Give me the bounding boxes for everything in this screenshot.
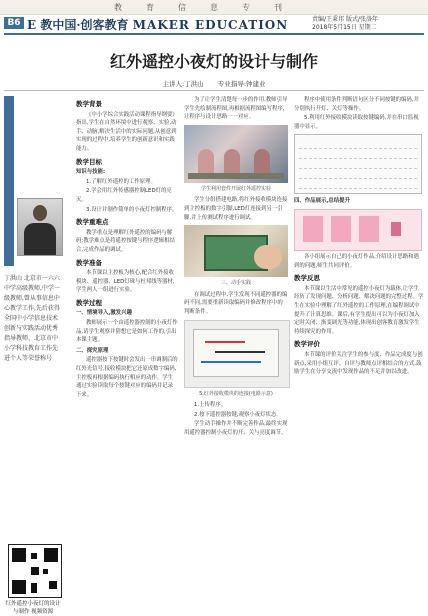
focus-text: 教学重点是理解红外遥控的编码与解码;教学难点是将遥控按键与程序逻辑相结合,完成作品的调试。 bbox=[76, 229, 175, 253]
masthead-name: 教中国·创客教育 bbox=[40, 18, 129, 32]
table-row bbox=[299, 179, 417, 189]
photo-body bbox=[24, 223, 56, 255]
reflection-text: 本节课以生活中常见的遥控小夜灯为载体,让学生经历了发现问题、分析问题、解决问题的完整过程。学生在实验中理解了红外遥控的工作原理,在编程调试中提升了计算思维。课后,有学生提出可以为小夜灯加入定时关闭、渐变调光等功能,体现出创客教育激发学生持续探究的作用。 bbox=[294, 285, 424, 335]
heading-evaluation: 教学评价 bbox=[294, 340, 320, 349]
hand bbox=[254, 245, 282, 269]
student-figure bbox=[198, 149, 214, 175]
program-screenshot bbox=[294, 209, 422, 251]
evaluation-text: 本节课的评价关注学生的参与度、作品完成度与创新点,采用小组互评、自评与教师点评相结合的方式,鼓励学生在分享交流中发现作品的不足并加以改进。 bbox=[294, 351, 423, 376]
qr-code[interactable] bbox=[8, 544, 62, 598]
issue-date: 2018年5月15日 bbox=[312, 24, 357, 31]
photo-head bbox=[33, 205, 47, 221]
student-figure bbox=[254, 149, 270, 175]
masthead-en: MAKER EDUCATION bbox=[132, 18, 289, 32]
list-item-2: 2.按下遥控器按键,观察小夜灯状态。 bbox=[194, 411, 282, 418]
col3-para-3: 各小组展示自己的小夜灯作品,介绍设计思路和遇到的问题,师生共同评价。 bbox=[294, 253, 419, 269]
process-step-2: 二、探究原理 bbox=[76, 347, 109, 354]
program-block bbox=[391, 222, 401, 236]
weekday: 星期二 bbox=[358, 24, 377, 31]
article-byline bbox=[0, 79, 428, 88]
col2-para-1: 为了让学生清楚每一步的作用,教师引导学生先绘制流程图,再根据流程图编写程序,让程序与设计思路一一对应。 bbox=[184, 97, 288, 121]
author-photo bbox=[17, 198, 63, 256]
process-step-2-text: 遥控器按下按键时会发出一串调制后的红外光信号,接收模块把它还原成数字编码,主控板再根据编码执行相应的动作。学生通过实验读取每个按键对应的编码并记录下来。 bbox=[76, 357, 178, 398]
heading-reflection: 教学反思 bbox=[294, 274, 320, 283]
designer: 版式/张洛年 bbox=[345, 16, 378, 23]
top-strip bbox=[0, 0, 428, 15]
wire bbox=[215, 351, 265, 353]
classroom-photo bbox=[184, 125, 288, 183]
caption-2: 三、动手实践 bbox=[220, 280, 251, 287]
masthead bbox=[27, 16, 288, 33]
desk bbox=[188, 173, 284, 179]
breadboard-diagram bbox=[184, 320, 290, 388]
table-row bbox=[299, 139, 417, 149]
goal-2: 2.学会用红外传感器控制LED灯的亮灭。 bbox=[76, 188, 172, 203]
editor: 责编/王秉邦 bbox=[312, 16, 345, 23]
col2-para-2: 学生分组搭建电路,将红外接收模块连接到主控板的数字引脚,LED灯连接到另一引脚,并上传测试程序进行调试。 bbox=[184, 197, 288, 221]
goal-1: 1.了解红外遥控的工作原理。 bbox=[86, 178, 156, 185]
program-block bbox=[303, 216, 323, 242]
goal-3: 3.设计并制作简单的小夜灯控制程序。 bbox=[86, 206, 178, 213]
process-step-1-text: 教师展示一个由遥控器控制的小夜灯作品,请学生观察并猜想它是如何工作的,引出本课主题。 bbox=[76, 320, 178, 344]
masthead-e: E bbox=[27, 18, 37, 32]
column-3 bbox=[294, 96, 424, 378]
sidebar-decoration bbox=[4, 96, 14, 266]
expert-label: 专业指导: bbox=[217, 80, 247, 88]
col2-para-3: 在调试过程中,学生发现不同遥控器的编码不同,需要重新读取编码并修改程序中的判断条件。 bbox=[184, 291, 288, 315]
heading-process: 教学过程 bbox=[76, 298, 102, 307]
program-block bbox=[359, 216, 379, 242]
column-2 bbox=[184, 96, 288, 439]
table-row bbox=[299, 149, 417, 159]
heading-focus: 教学重难点 bbox=[76, 218, 109, 227]
heading-background: 教学背景 bbox=[76, 100, 102, 108]
heading-goals: 教学目标 bbox=[76, 157, 102, 166]
circuit-photo bbox=[184, 225, 288, 277]
article-title: 红外遥控小夜灯的设计与制作 bbox=[109, 52, 318, 71]
host-name: 丁洪山 bbox=[184, 80, 204, 88]
program-block bbox=[331, 216, 351, 242]
column-1 bbox=[76, 96, 178, 400]
table-row bbox=[299, 169, 417, 179]
header-rule bbox=[4, 33, 424, 35]
background-text: 《中小学综合实践活动课程指导纲要》指出,学生在自然环境中进行观察、实验,动手、动脑,解决生活中的实际问题,从创意到实现的过程中,培养学生的创新意识和实践能力。 bbox=[76, 111, 178, 152]
list-item-1: 1.上传程序。 bbox=[194, 402, 227, 409]
strip-label: 教育信息专刊 bbox=[114, 3, 306, 12]
qr-caption: 红外遥控小夜灯的设计与制作 视频资源 bbox=[5, 601, 61, 615]
caption-1: 学生利用套件开展红外遥控实验 bbox=[200, 185, 271, 192]
table-row bbox=[299, 159, 417, 169]
student-figure bbox=[224, 149, 240, 175]
goals-title: 知识与技能: bbox=[76, 169, 106, 176]
header-info bbox=[312, 16, 422, 32]
code-table bbox=[294, 134, 422, 194]
prep-text: 本节课以主控板为核心,配合红外接收模块、遥控器、LED灯珠与杜邦线等器材,学生两人一组进行实验。 bbox=[76, 270, 175, 294]
heading-prep: 教学准备 bbox=[76, 258, 102, 267]
expert-name: 钟建业 bbox=[246, 80, 266, 88]
wire bbox=[201, 361, 261, 363]
col2-para-4: 学生动手操作并不断完善作品,最终实现用遥控器控制小夜灯的开、关与亮度调节。 bbox=[184, 421, 288, 436]
process-step-1: 一、情境导入,激发兴趣 bbox=[76, 310, 132, 317]
col3-para-1: 程序中使用条件判断语句区分不同按键的编码,并分别执行开灯、关灯等操作。 bbox=[294, 97, 419, 112]
wire bbox=[205, 341, 245, 343]
page-number: B6 bbox=[4, 17, 24, 29]
col3-para-2: 5.利用红外接收模块读取按键编码,并在串口监视器中显示。 bbox=[294, 115, 419, 130]
caption-3: 5.红外接收模块的连接(电路示意) bbox=[199, 390, 273, 397]
title-rule bbox=[4, 90, 424, 91]
showcase-heading: 四、作品展示,总结提升 bbox=[294, 198, 350, 205]
host-label: 主讲人: bbox=[162, 80, 185, 88]
breadboard bbox=[193, 329, 279, 377]
author-bio: 丁洪山 北京市一六六中学高级教师,中学一级教师,曾从事信息中心教学工作,先后获得全国中小学信息技术创新与实践活动优秀指导教师、北京市中小学科技教育工作先进个人等荣誉称号 bbox=[4, 275, 60, 362]
